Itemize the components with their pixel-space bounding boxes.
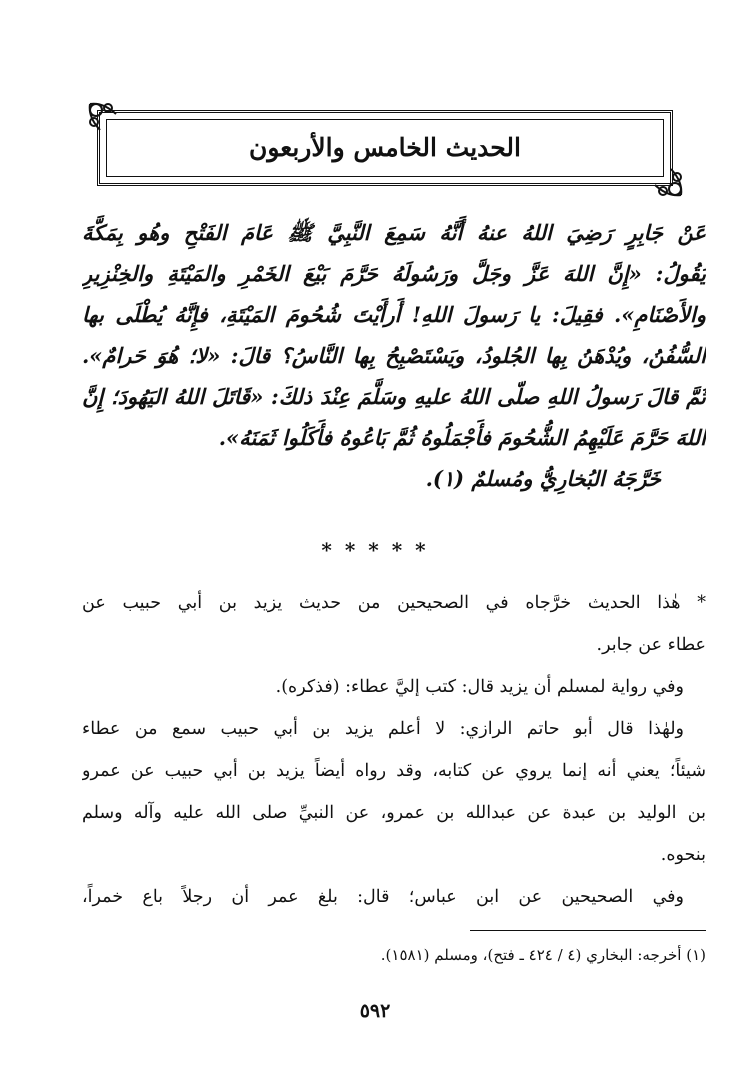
commentary-line: * هٰذا الحديث خرَّجاه في الصحيحين من حديث يزيد بن أبي حبيب عن bbox=[82, 593, 706, 613]
footnote-divider bbox=[470, 930, 706, 931]
footnote: (١) أخرجه: البخاري (٤ / ٤٢٤ ـ فتح)، ومسلم (١٥٨١). bbox=[380, 946, 706, 964]
commentary bbox=[82, 582, 706, 918]
hadith-line: السُّفُنُ، ويُدْهَنُ بِها الجُلودُ، ويَسْتَصْبِحُ بِها النَّاسُ؟ قالَ: «لا؛ هُوَ حَرامٌ». bbox=[82, 343, 706, 368]
hadith-line: عَنْ جَابِرٍ رَضِيَ اللهُ عنهُ أَنَّهُ سَمِعَ النَّبِيَّ ﷺ عَامَ الفَتْحِ وهُو بِمَكَّةَ bbox=[82, 220, 706, 245]
commentary-line: ولهٰذا قال أبو حاتم الرازي: لا أعلم يزيد بن أبي حبيب سمع من عطاء bbox=[82, 719, 684, 739]
hadith-line: والأَصْنَامِ». فقِيلَ: يا رَسولَ اللهِ! أَرأَيْتَ شُحُومَ المَيْتَةِ، فإِنَّهُ يُطْلَى بها bbox=[82, 302, 706, 327]
corner-ornament-icon bbox=[651, 165, 685, 199]
page-number: ٥٩٢ bbox=[359, 1000, 391, 1022]
hadith-line: يَقُولُ: «إِنَّ اللهَ عَزَّ وجَلَّ ورَسُولَهُ حَرَّمَ بَيْعَ الخَمْرِ والمَيْتَةِ والخِنْزِيرِ bbox=[82, 261, 706, 286]
commentary-line: عطاء عن جابر. bbox=[596, 635, 706, 655]
commentary-line: بنحوه. bbox=[660, 845, 706, 865]
hadith-source: خَرَّجَهُ البُخارِيُّ ومُسلمٌ (١). bbox=[425, 466, 661, 491]
title-frame bbox=[97, 110, 673, 186]
hadith-text bbox=[82, 212, 706, 499]
section-separator: * * * * * bbox=[321, 538, 429, 562]
hadith-line: ثُمَّ قالَ رَسولُ اللهِ صلّى اللهُ عليهِ وسَلَّمَ عِنْدَ ذلكَ: «قَاتَلَ اللهُ اليَهُودَ؛ إِنَّ bbox=[82, 384, 706, 409]
page-title: الحديث الخامس والأربعون bbox=[249, 133, 521, 162]
commentary-line: شيئاً؛ يعني أنه إنما يروي عن كتابه، وقد رواه أيضاً يزيد بن أبي حبيب عن عمرو bbox=[82, 761, 706, 781]
commentary-line: بن الوليد بن عبدة عن عبدالله بن عمرو، عن النبيِّ صلى الله عليه وآله وسلم bbox=[82, 803, 706, 823]
hadith-line: اللهَ حَرَّمَ عَلَيْهِمُ الشُّحُومَ فأَجْمَلُوهُ ثُمَّ بَاعُوهُ فأَكَلُوا ثَمَنَهُ». bbox=[218, 425, 706, 450]
commentary-line: وفي الصحيحين عن ابن عباس؛ قال: بلغ عمر أن رجلاً باع خمراً، bbox=[82, 887, 684, 907]
commentary-line: وفي رواية لمسلم أن يزيد قال: كتب إليَّ عطاء: (فذكره). bbox=[275, 677, 684, 697]
